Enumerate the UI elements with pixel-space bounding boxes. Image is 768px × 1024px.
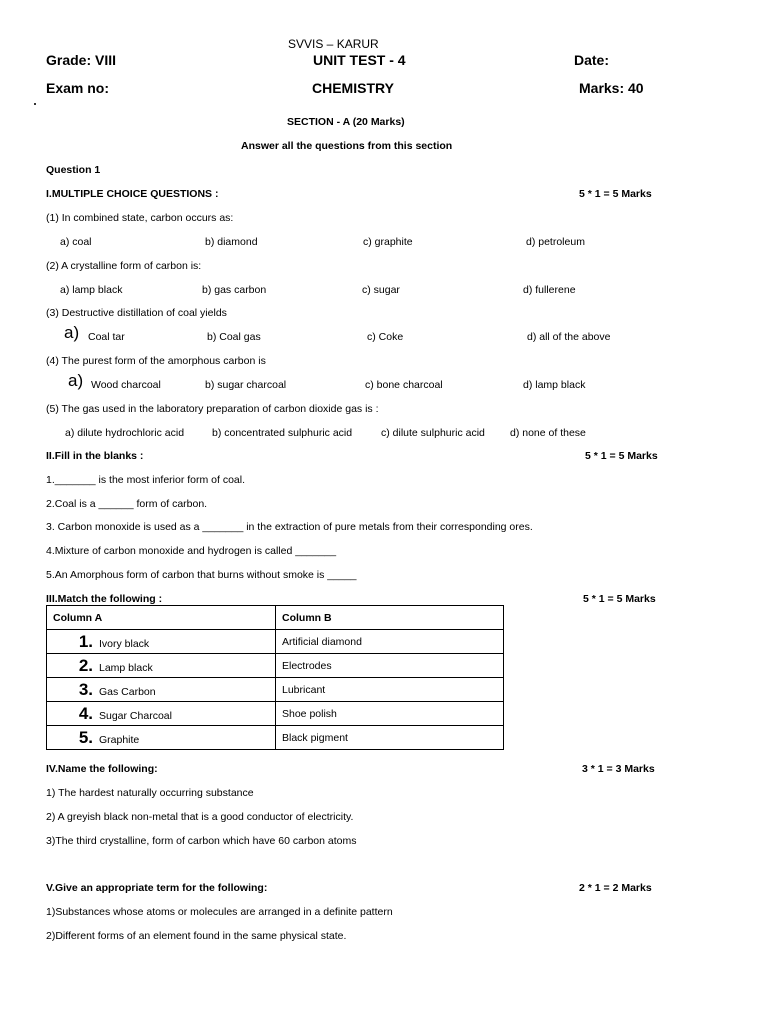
mcq-4-option-d: d) lamp black: [523, 379, 586, 391]
column-b-cell: Shoe polish: [276, 702, 504, 726]
mcq-4-option-a-letter: a): [68, 371, 84, 390]
table-row: [47, 654, 504, 678]
term-item-1: 1)Substances whose atoms or molecules are arranged in a definite pattern: [46, 906, 393, 918]
name-title: IV.Name the following:: [46, 763, 158, 775]
match-title: III.Match the following :: [46, 593, 163, 605]
mcq-marks: 5 * 1 = 5 Marks: [579, 188, 652, 200]
section-instruction: Answer all the questions from this section: [241, 140, 453, 152]
mcq-4-option-c: c) bone charcoal: [365, 379, 443, 391]
mcq-3-option-d: d) all of the above: [527, 331, 611, 343]
row-number: 3.: [78, 679, 93, 699]
mcq-1-option-d: d) petroleum: [526, 236, 585, 248]
mcq-5-option-c: c) dilute sulphuric acid: [381, 427, 485, 439]
mcq-5-option-b: b) concentrated sulphuric acid: [212, 427, 353, 439]
column-a-header: Column A: [47, 606, 276, 630]
row-number: 4.: [78, 703, 93, 723]
mcq-2-option-c: c) sugar: [362, 284, 400, 296]
name-marks: 3 * 1 = 3 Marks: [582, 763, 655, 775]
column-a-cell: Lamp black: [99, 661, 153, 674]
mcq-5-option-a: a) dilute hydrochloric acid: [65, 427, 185, 439]
mcq-4-option-a: Wood charcoal: [91, 379, 161, 391]
mcq-question-5: (5) The gas used in the laboratory preparation of carbon dioxide gas is :: [46, 403, 379, 415]
row-number: 1.: [78, 631, 93, 651]
mcq-3-option-a-letter: a): [64, 323, 80, 342]
fill-item-4: 4.Mixture of carbon monoxide and hydrogen is called _______: [46, 545, 337, 557]
mcq-1-option-b: b) diamond: [205, 236, 258, 248]
subject-title: CHEMISTRY: [312, 80, 394, 96]
marks-total: Marks: 40: [579, 80, 644, 96]
mcq-question-3: (3) Destructive distillation of coal yields: [46, 307, 227, 319]
column-a-cell: Gas Carbon: [99, 685, 156, 698]
column-b-header: Column B: [276, 606, 504, 630]
match-table-header: [47, 606, 504, 630]
fill-item-3: 3. Carbon monoxide is used as a _______ in the extraction of pure metals from their corresponding ores.: [46, 521, 533, 533]
mcq-title: I.MULTIPLE CHOICE QUESTIONS :: [46, 188, 219, 200]
grade-label: Grade: VIII: [46, 52, 117, 68]
section-title: SECTION - A (20 Marks): [287, 116, 405, 128]
mcq-question-4: (4) The purest form of the amorphous carbon is: [46, 355, 266, 367]
column-a-cell: Sugar Charcoal: [99, 709, 172, 722]
term-title: V.Give an appropriate term for the following:: [46, 882, 268, 894]
match-table: [46, 605, 504, 750]
table-row: [47, 678, 504, 702]
mcq-2-option-a: a) lamp black: [60, 284, 123, 296]
match-marks: 5 * 1 = 5 Marks: [583, 593, 656, 605]
mcq-3-option-c: c) Coke: [367, 331, 404, 343]
column-b-cell: Lubricant: [276, 678, 504, 702]
column-b-cell: Black pigment: [276, 726, 504, 750]
name-item-2: 2) A greyish black non-metal that is a good conductor of electricity.: [46, 811, 354, 823]
mcq-1-option-c: c) graphite: [363, 236, 413, 248]
column-b-cell: Electrodes: [276, 654, 504, 678]
mcq-1-option-a: a) coal: [60, 236, 92, 248]
mcq-2-option-d: d) fullerene: [523, 284, 576, 296]
column-b-cell: Artificial diamond: [276, 630, 504, 654]
table-row: [47, 702, 504, 726]
column-a-cell: Graphite: [99, 733, 140, 746]
fill-title: II.Fill in the blanks :: [46, 450, 144, 462]
exam-no-label: Exam no:: [46, 80, 110, 96]
test-title: UNIT TEST - 4: [313, 52, 406, 68]
mcq-5-option-d: d) none of these: [510, 427, 586, 439]
mcq-4-option-b: b) sugar charcoal: [205, 379, 287, 391]
fill-item-2: 2.Coal is a ______ form of carbon.: [46, 498, 208, 510]
question-label: Question 1: [46, 164, 101, 176]
mcq-question-1: (1) In combined state, carbon occurs as:: [46, 212, 234, 224]
name-item-1: 1) The hardest naturally occurring substance: [46, 787, 254, 799]
school-name: SVVIS – KARUR: [288, 37, 379, 51]
mcq-question-2: (2) A crystalline form of carbon is:: [46, 260, 202, 272]
table-row: [47, 726, 504, 750]
stray-dot: [34, 103, 36, 105]
date-label: Date:: [574, 52, 610, 68]
fill-item-1: 1._______ is the most inferior form of coal.: [46, 474, 246, 486]
mcq-2-option-b: b) gas carbon: [202, 284, 267, 296]
fill-item-5: 5.An Amorphous form of carbon that burns without smoke is _____: [46, 569, 357, 581]
mcq-3-option-a: Coal tar: [88, 331, 125, 343]
table-row: [47, 630, 504, 654]
row-number: 5.: [78, 727, 93, 747]
fill-marks: 5 * 1 = 5 Marks: [585, 450, 658, 462]
column-a-cell: Ivory black: [99, 637, 150, 650]
term-item-2: 2)Different forms of an element found in the same physical state.: [46, 930, 347, 942]
term-marks: 2 * 1 = 2 Marks: [579, 882, 652, 894]
mcq-3-option-b: b) Coal gas: [207, 331, 261, 343]
name-item-3: 3)The third crystalline, form of carbon which have 60 carbon atoms: [46, 835, 357, 847]
row-number: 2.: [78, 655, 93, 675]
